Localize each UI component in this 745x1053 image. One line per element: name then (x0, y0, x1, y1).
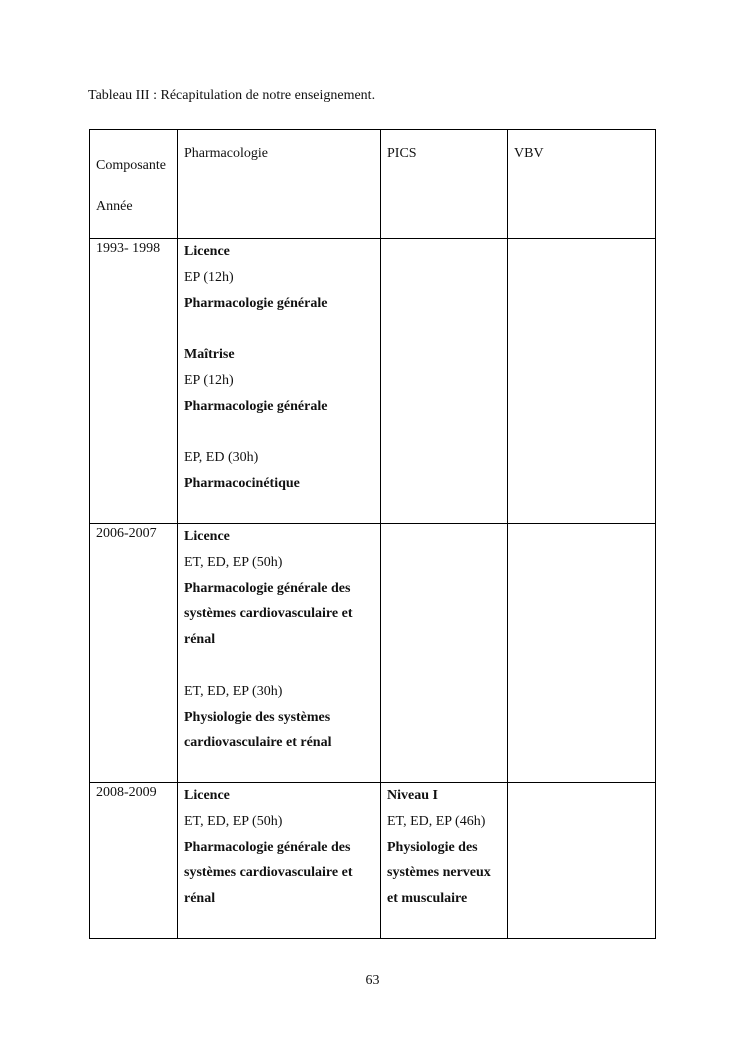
pics-cell (381, 239, 508, 524)
course-title-line: rénal (184, 891, 216, 907)
course-title-line: rénal (184, 632, 216, 648)
header-pharmacologie: Pharmacologie (178, 130, 381, 239)
course-title-line: systèmes cardiovasculaire et (184, 865, 353, 881)
vbv-cell (508, 524, 656, 783)
course-title-line: Pharmacologie générale des (184, 580, 351, 596)
course-title-line: systèmes cardiovasculaire et (184, 606, 353, 622)
course-detail-line: ET, ED, EP (50h) (184, 813, 283, 829)
blank-line (184, 316, 374, 342)
header-year-label: Année (96, 199, 133, 214)
course-title-line: Pharmacologie générale (184, 295, 328, 311)
course-title-line: cardiovasculaire et rénal (184, 735, 332, 751)
course-title-line: Pharmacologie générale des (184, 839, 351, 855)
table-row (90, 783, 656, 939)
course-title-line: systèmes nerveux (387, 865, 491, 881)
pics-cell (381, 524, 508, 783)
pharmacologie-cell (178, 783, 381, 939)
teaching-summary-table (89, 129, 656, 939)
vbv-cell (508, 783, 656, 939)
header-vbv: VBV (508, 130, 656, 239)
blank-line (184, 653, 374, 679)
course-title-line: Physiologie des systèmes (184, 709, 331, 725)
course-detail-line: ET, ED, EP (50h) (184, 554, 283, 570)
header-corner-cell (90, 130, 178, 239)
header-component-label: Composante (96, 158, 166, 173)
course-title-line: Licence (184, 788, 230, 803)
table-row (90, 239, 656, 524)
year-cell: 1993- 1998 (90, 239, 178, 524)
course-title-line: Maîtrise (184, 347, 235, 363)
course-title-line: Physiologie des (387, 839, 478, 855)
course-title-line: Pharmacocinétique (184, 476, 300, 492)
course-detail-line: ET, ED, EP (46h) (387, 813, 486, 829)
table-caption: Tableau III : Récapitulation de notre enseignement. (88, 88, 376, 103)
page-number: 63 (365, 973, 380, 988)
course-detail-line: EP (12h) (184, 269, 234, 285)
table-header-row (90, 130, 656, 239)
blank-line (184, 420, 374, 446)
year-cell: 2008-2009 (90, 783, 178, 939)
course-detail-line: EP, ED (30h) (184, 450, 259, 466)
course-title-line: Niveau I (387, 788, 438, 803)
course-title-line: Pharmacologie générale (184, 398, 328, 414)
course-detail-line: ET, ED, EP (30h) (184, 683, 283, 699)
course-title-line: et musculaire (387, 891, 468, 907)
course-title-line: Licence (184, 244, 230, 259)
course-title-line: Licence (184, 529, 230, 544)
table-row (90, 524, 656, 783)
header-pics: PICS (381, 130, 508, 239)
pics-cell (381, 783, 508, 939)
pharmacologie-cell (178, 239, 381, 524)
pharmacologie-cell (178, 524, 381, 783)
course-detail-line: EP (12h) (184, 372, 234, 388)
year-cell: 2006-2007 (90, 524, 178, 783)
vbv-cell (508, 239, 656, 524)
